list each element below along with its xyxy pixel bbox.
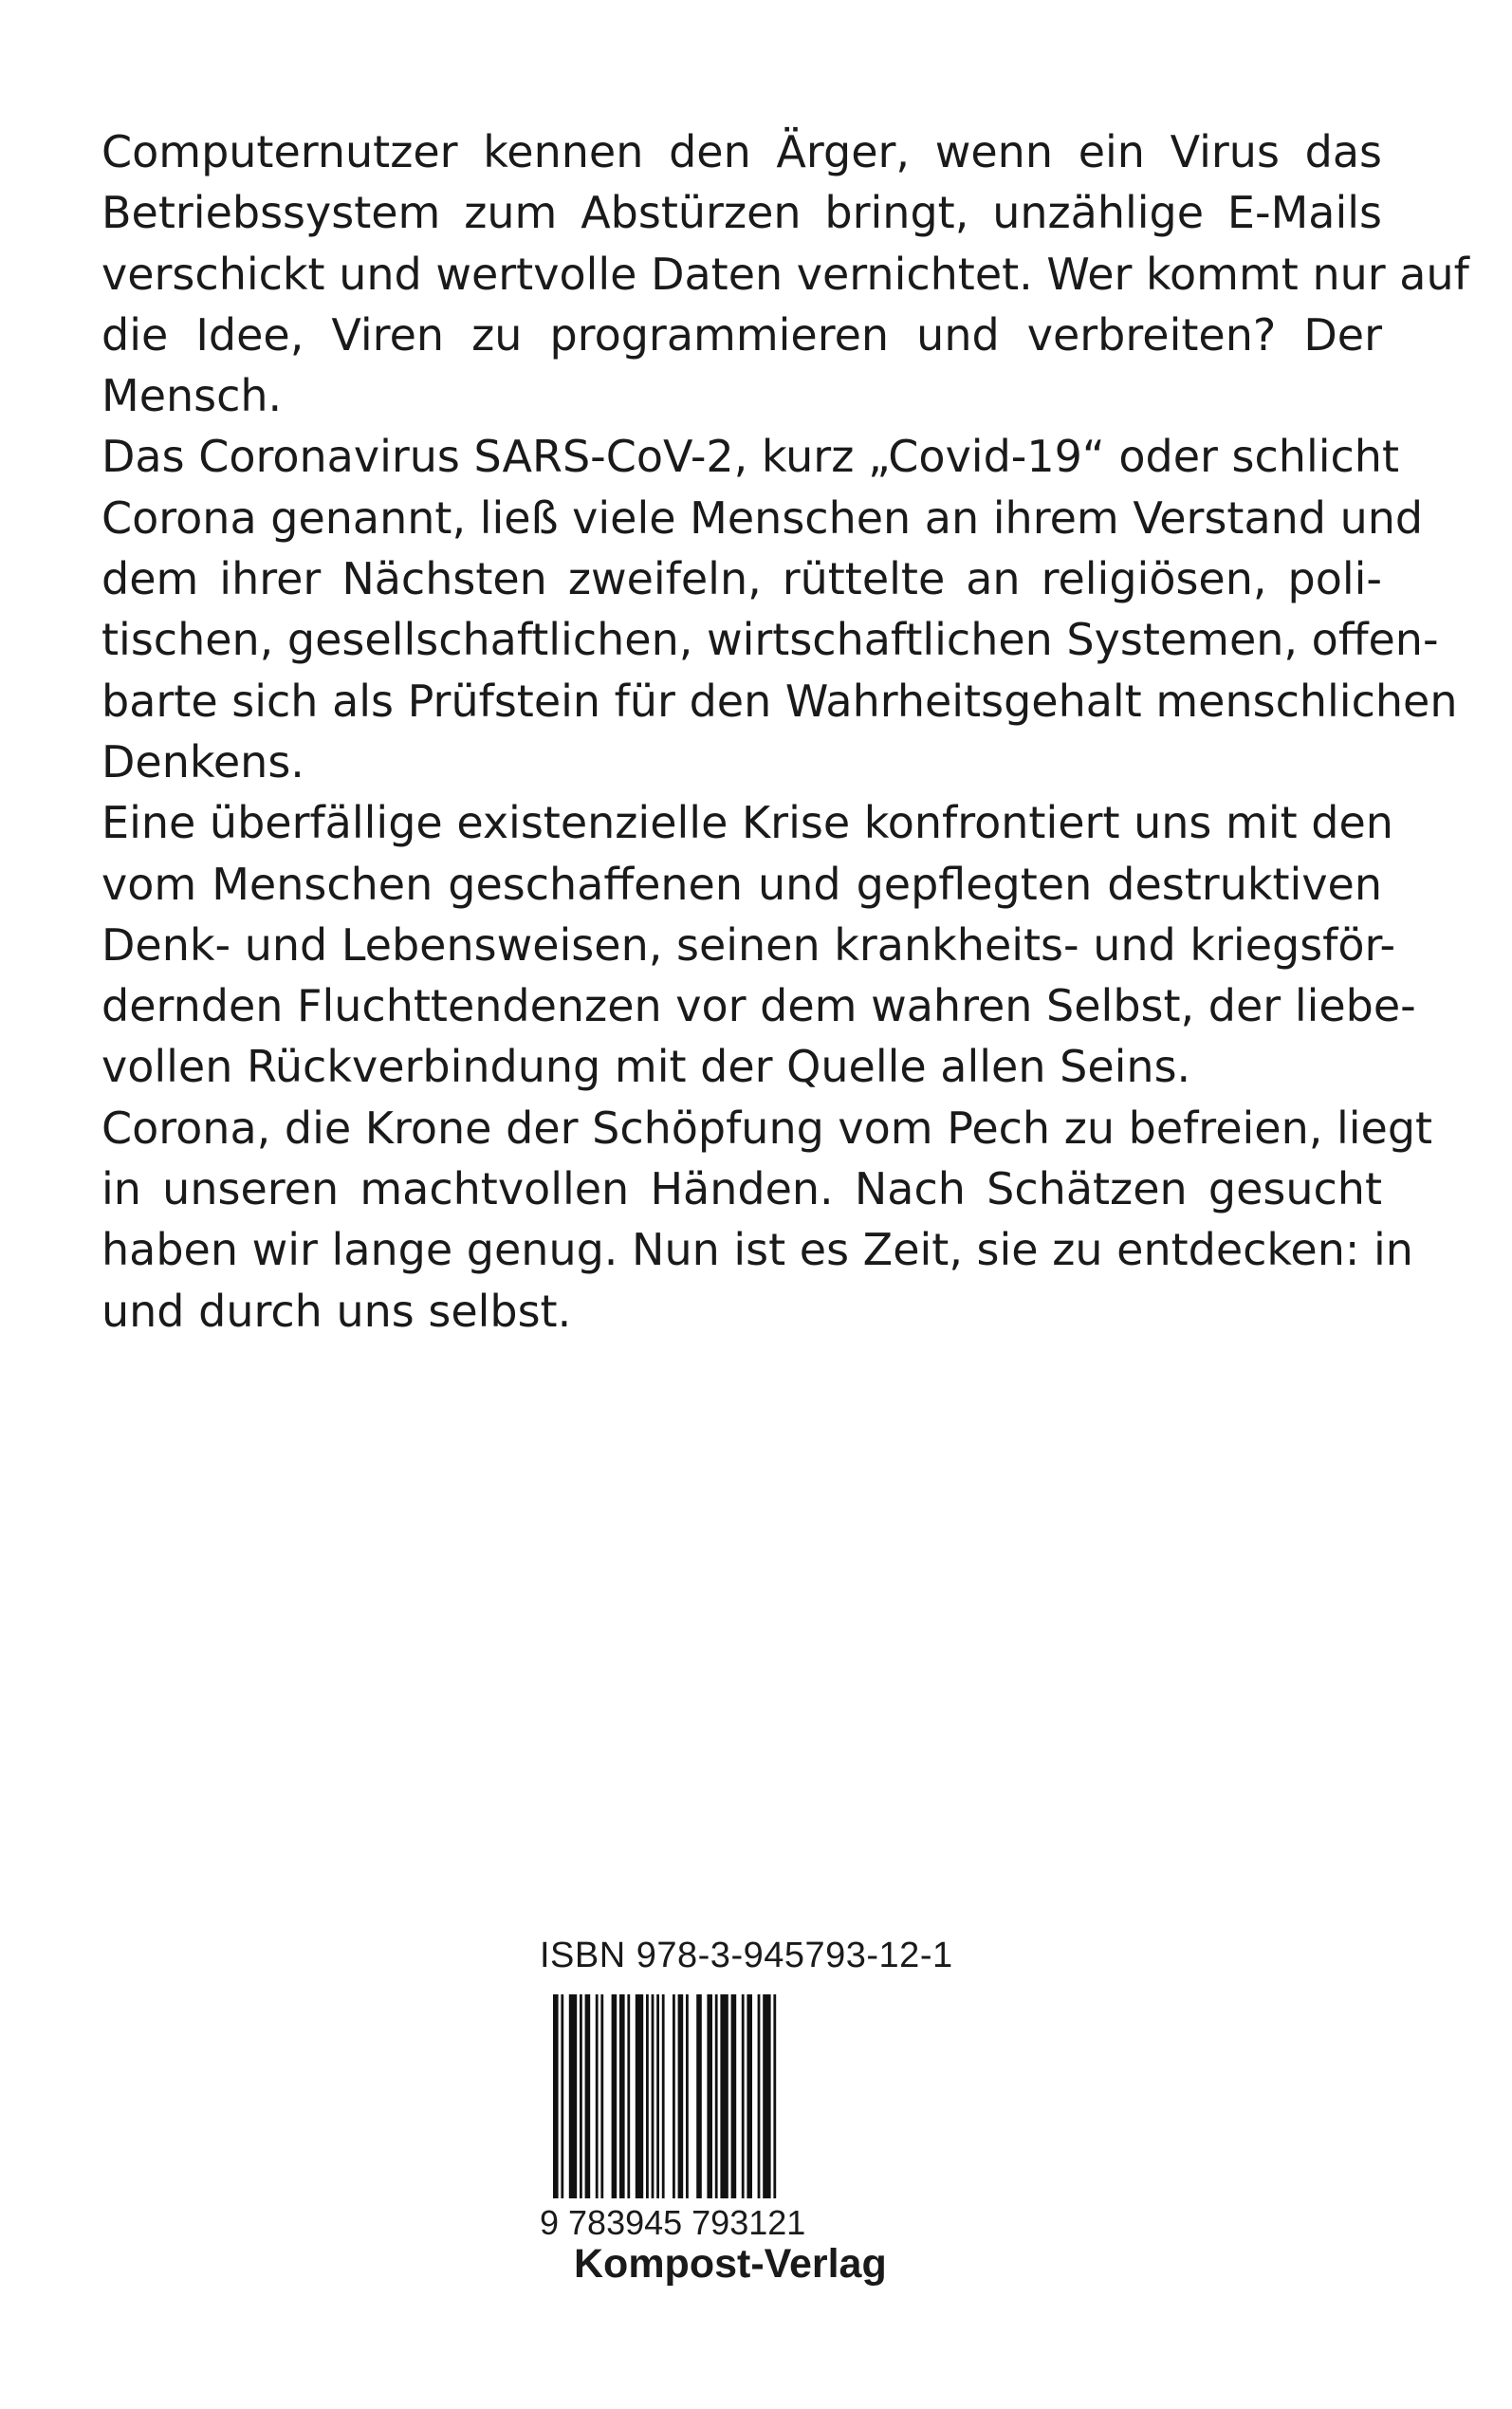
barcode-bar (715, 1994, 718, 2198)
blurb-line: Mensch. (101, 370, 283, 422)
barcode-digits: 9 783945 793121 (540, 2203, 806, 2242)
blurb-line: Computernutzer kennen den Ärger, wenn ein Virus das (101, 126, 1382, 177)
barcode-bar (678, 1994, 684, 2198)
blurb-line: Corona, die Krone der Schöpfung vom Pech zu befreien, liegt (101, 1102, 1433, 1154)
barcode-bar (600, 1994, 603, 2198)
blurb-paragraph (101, 121, 1469, 426)
publisher-name: Kompost-Verlag (574, 2241, 887, 2287)
barcode-bar (720, 1994, 728, 2198)
blurb-line: tischen, gesellschaftlichen, wirtschaftlichen Systemen, offen- (101, 614, 1439, 666)
blurb-line: Das Coronavirus SARS-CoV-2, kurz „Covid-19“ oder schlicht (101, 431, 1399, 483)
isbn-label: ISBN 978-3-945793-12-1 (540, 1936, 953, 1975)
blurb-line: Eine überfällige existenzielle Krise konfrontiert uns mit den (101, 797, 1393, 849)
barcode-bar (585, 1994, 591, 2198)
blurb-line: verschickt und wertvolle Daten vernichtet. Wer kommt nur auf (101, 248, 1469, 300)
blurb-line: barte sich als Prüfstein für den Wahrheitsgehalt menschlichen (101, 675, 1458, 727)
blurb-line: dernden Fluchttendenzen vor dem wahren Selbst, der liebe- (101, 980, 1416, 1032)
barcode-bar (662, 1994, 665, 2198)
barcode-bar (696, 1994, 702, 2198)
blurb-line: in unseren machtvollen Händen. Nach Schätzen gesucht (101, 1163, 1382, 1215)
blurb-line: die Idee, Viren zu programmieren und verbreiten? Der (101, 308, 1382, 361)
barcode-bar (553, 1994, 559, 2198)
blurb-line: Betriebssystem zum Abstürzen bringt, unzählige E-Mails (101, 187, 1382, 239)
blurb-line: dem ihrer Nächsten zweifeln, rüttelte an religiösen, poli- (101, 553, 1382, 605)
barcode-bar (731, 1994, 737, 2198)
blurb-paragraph (101, 1098, 1433, 1342)
blurb-line: Denk- und Lebensweisen, seinen krankheits- und kriegsför- (101, 918, 1396, 971)
barcode-bar (596, 1994, 599, 2198)
blurb-line: vom Menschen geschaffenen und gepflegten destruktiven (101, 858, 1382, 910)
barcode-bar (646, 1994, 649, 2198)
barcode-bar (742, 1994, 745, 2198)
barcode-bar (580, 1994, 582, 2198)
blurb-paragraph (101, 792, 1416, 1097)
barcode-bar (763, 1994, 770, 2198)
barcode-bar (673, 1994, 675, 2198)
barcode-bar (561, 1994, 563, 2198)
blurb-paragraph (101, 426, 1458, 792)
blurb-line: haben wir lange genug. Nun ist es Zeit, sie zu entdecken: in (101, 1224, 1413, 1276)
blurb-line: und durch uns selbst. (101, 1285, 572, 1337)
barcode-bar (758, 1994, 761, 2198)
barcode-bar (619, 1994, 625, 2198)
blurb-text (101, 121, 1469, 1342)
blurb-line: Denkens. (101, 735, 304, 788)
barcode-bar (773, 1994, 776, 2198)
blurb-line: Corona genannt, ließ viele Menschen an ihrem Verstand und (101, 491, 1424, 544)
barcode-bar (686, 1994, 689, 2198)
barcode-image (540, 1994, 883, 2236)
barcode-bar (747, 1994, 752, 2198)
blurb-line: vollen Rückverbindung mit der Quelle allen Seins. (101, 1041, 1191, 1093)
barcode-bar (569, 1994, 577, 2198)
barcode-bar (656, 1994, 659, 2198)
barcode-bar (636, 1994, 643, 2198)
barcode-bar (627, 1994, 630, 2198)
barcode-bar (707, 1994, 712, 2198)
barcode-bar (612, 1994, 618, 2198)
barcode-bar (652, 1994, 655, 2198)
